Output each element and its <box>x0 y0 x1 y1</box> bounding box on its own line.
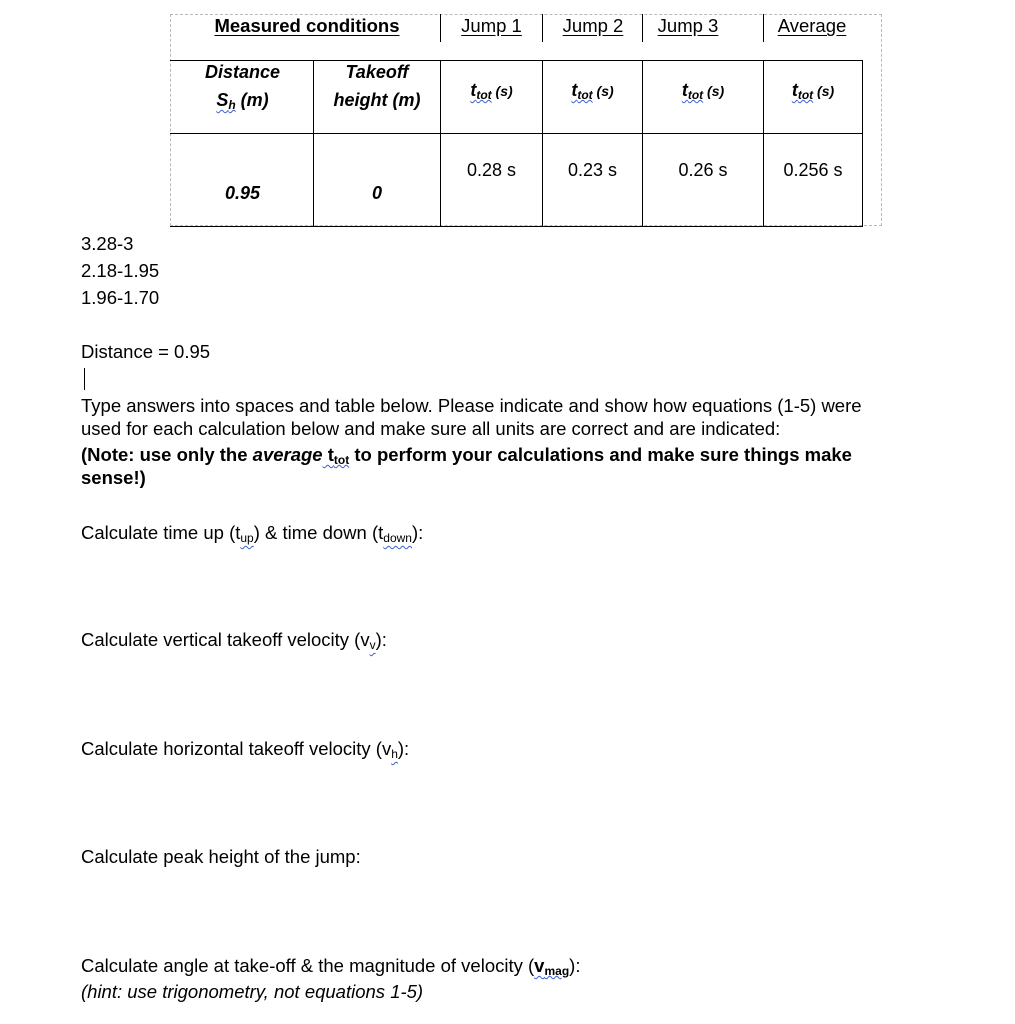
header-divider <box>542 14 543 42</box>
distance-label: Distance <box>204 62 281 82</box>
question-angle-magnitude <box>81 954 971 983</box>
jump3-value: 0.26 s <box>678 160 728 180</box>
ttot-sub: tot <box>797 88 814 102</box>
distance-label-cell <box>172 58 313 119</box>
q2-sub: v <box>369 638 376 652</box>
question-vertical-velocity <box>81 628 971 657</box>
average-value: 0.256 s <box>783 160 843 180</box>
question-horizontal-velocity <box>81 737 971 766</box>
instructions-note-end: sense!) <box>81 467 146 488</box>
table-bottom-border <box>170 226 862 227</box>
q1-text: ) & time down (t <box>253 522 384 543</box>
note-t: t <box>322 444 334 465</box>
ttot-unit: (s) <box>491 83 513 99</box>
ttot-t: t <box>571 80 578 100</box>
side-note: 3.28-3 <box>81 233 134 254</box>
ttot-t: t <box>470 80 477 100</box>
header-divider <box>763 14 764 42</box>
takeoff-label-cell <box>314 58 440 114</box>
ttot-t: t <box>681 80 688 100</box>
q3-text: Calculate horizontal takeoff velocity (v <box>81 738 392 759</box>
q3-text: ): <box>397 738 410 759</box>
header-divider <box>440 14 441 42</box>
takeoff-height-value: 0 <box>371 183 382 203</box>
distance-unit: (m) <box>235 90 269 110</box>
instructions-line-1: Type answers into spaces and table below. Please indicate and show how equations (1-5) were <box>81 395 862 416</box>
distance-symbol-sub: h <box>228 98 236 112</box>
jump1-value: 0.28 s <box>466 160 517 180</box>
q5-text: ): <box>569 955 581 976</box>
note-sub: tot <box>333 453 350 467</box>
note-part: (Note: use only the <box>81 444 253 465</box>
q1-text: Calculate time up (t <box>81 522 241 543</box>
question-peak-height: Calculate peak height of the jump: <box>81 846 361 867</box>
distance-symbol-line <box>172 86 313 119</box>
instructions-line-2: used for each calculation below and make sure all units are correct and are indicated: <box>81 418 781 439</box>
q5-sub: mag <box>544 964 570 978</box>
header-jump-2: Jump 2 <box>562 15 624 36</box>
text-cursor <box>84 368 85 390</box>
ttot-label-jump3 <box>643 76 763 109</box>
takeoff-label: Takeoff <box>345 62 409 82</box>
q1-text: ): <box>411 522 424 543</box>
height-label: height (m) <box>333 90 421 110</box>
ttot-label-average <box>764 76 862 109</box>
header-jump-3: Jump 3 <box>657 15 719 36</box>
q5-v: v <box>534 955 545 976</box>
q1-sub-down: down <box>383 531 412 545</box>
ttot-t: t <box>791 80 798 100</box>
ttot-unit: (s) <box>813 83 835 99</box>
distance-symbol <box>216 90 235 110</box>
ttot-unit: (s) <box>703 83 725 99</box>
ttot-sub: tot <box>577 88 593 102</box>
jump2-value: 0.23 s <box>567 160 618 180</box>
q5-text: Calculate angle at take-off & the magnitude of velocity ( <box>81 955 535 976</box>
side-note: 1.96-1.70 <box>81 287 160 308</box>
ttot-label-jump1 <box>441 76 542 109</box>
table-right-border <box>862 60 863 227</box>
question-time-up-down <box>81 521 971 550</box>
header-measured-conditions: Measured conditions <box>214 15 400 36</box>
q5-vmag <box>534 955 569 976</box>
q2-text: ): <box>375 629 387 650</box>
table-middle-border <box>170 133 862 134</box>
note-part: to perform your calculations and make sure things make <box>349 444 852 465</box>
q3-sub: h <box>391 747 398 761</box>
ttot-sub: tot <box>687 88 704 102</box>
header-jump-1: Jump 1 <box>461 15 522 36</box>
question-hint: (hint: use trigonometry, not equations 1-5) <box>81 981 424 1002</box>
side-note: 2.18-1.95 <box>81 260 160 281</box>
ttot-label-jump2 <box>543 76 642 109</box>
note-average: average <box>252 444 323 465</box>
q2-text: Calculate vertical takeoff velocity (v <box>81 629 370 650</box>
distance-symbol-s: S <box>216 90 229 110</box>
distance-line: Distance = 0.95 <box>81 341 211 362</box>
header-divider <box>642 14 643 42</box>
ttot-sub: tot <box>476 88 492 102</box>
q1-sub-up: up <box>240 531 254 545</box>
distance-value: 0.95 <box>224 183 261 203</box>
ttot-unit: (s) <box>592 83 614 99</box>
header-average: Average <box>777 15 847 36</box>
